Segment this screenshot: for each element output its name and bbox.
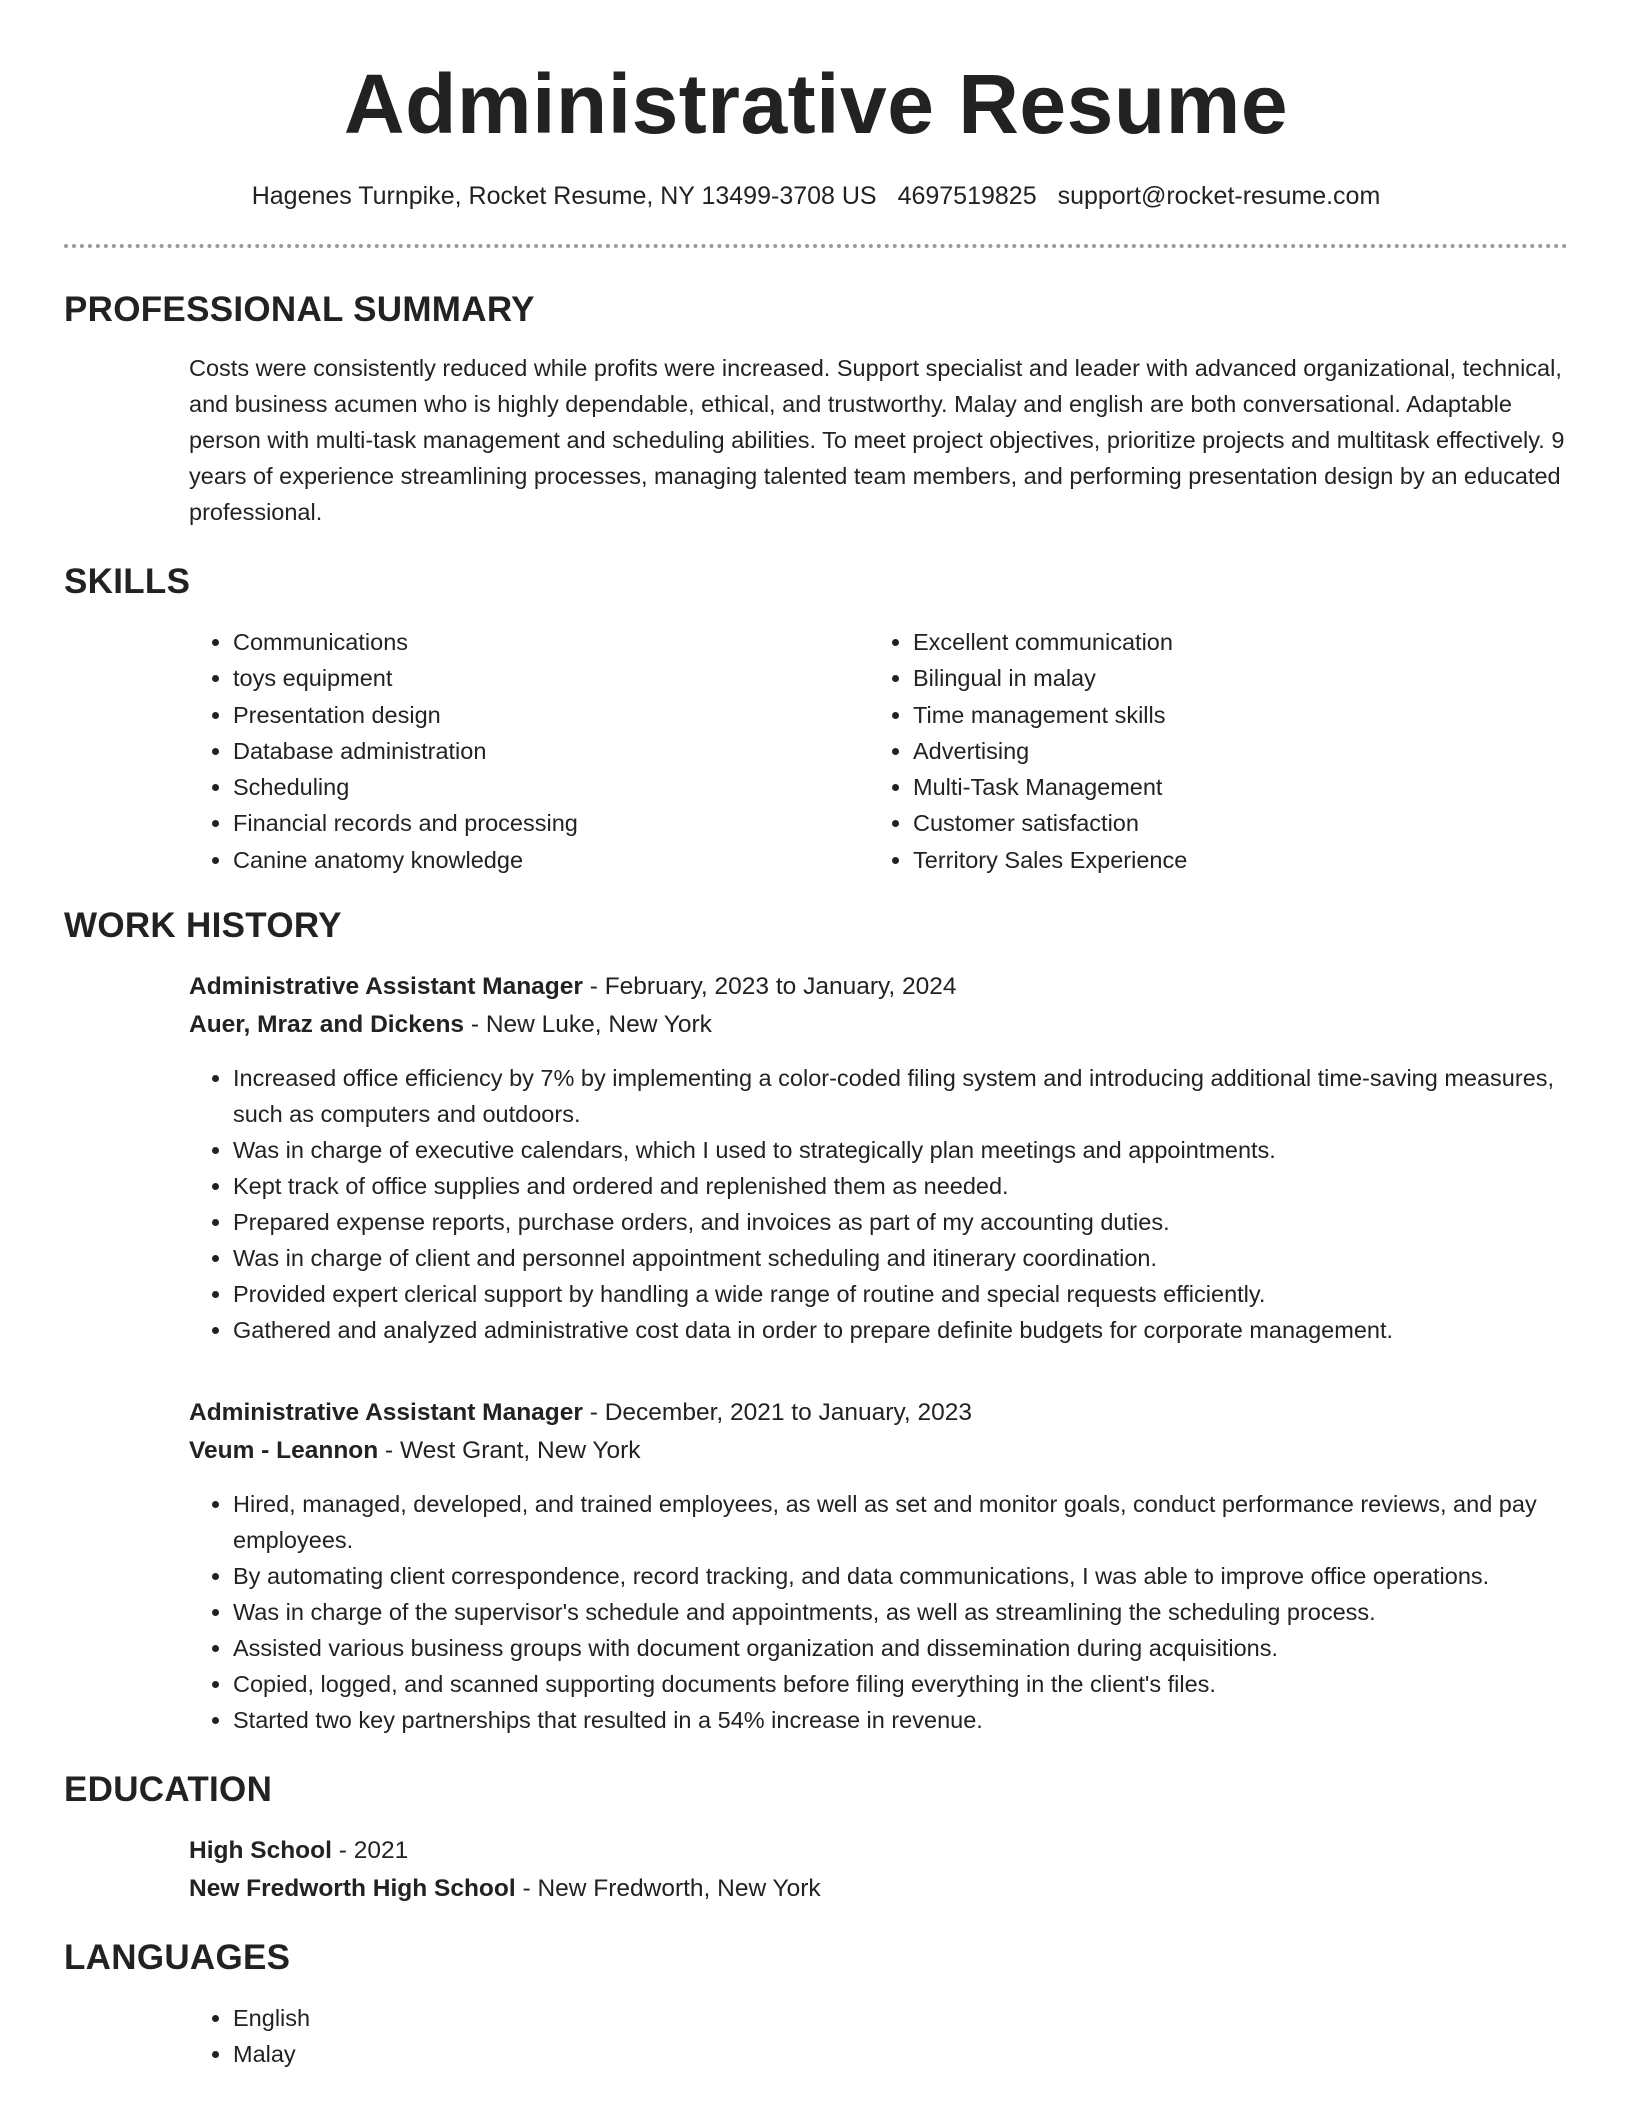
contact-phone: 4697519825 bbox=[897, 182, 1037, 210]
languages-list bbox=[189, 2000, 1568, 2072]
language-item: • Malay bbox=[233, 2036, 1568, 2072]
skill-item: • Database administration bbox=[233, 733, 869, 769]
job-entry bbox=[189, 968, 1568, 1348]
skills-section bbox=[64, 560, 1568, 878]
job-bullet: • Hired, managed, developed, and trained employees, as well as set and monitor goals, conduct performance reviews, and pay employees. bbox=[233, 1486, 1568, 1558]
skill-item: • Multi-Task Management bbox=[913, 769, 1549, 805]
skills-grid bbox=[189, 624, 1568, 878]
language-item: • English bbox=[233, 2000, 1568, 2036]
job-dates: - February, 2023 to January, 2024 bbox=[582, 973, 957, 1001]
summary-section bbox=[64, 288, 1568, 530]
skill-item: • Time management skills bbox=[913, 697, 1549, 733]
job-bullet: • Was in charge of the supervisor's schedule and appointments, as well as streamlining the scheduling process. bbox=[233, 1594, 1568, 1630]
education-section bbox=[64, 1768, 1568, 1908]
job-title: Administrative Assistant Manager bbox=[189, 973, 583, 1001]
job-bullet: • Started two key partnerships that resulted in a 54% increase in revenue. bbox=[233, 1702, 1568, 1738]
job-location: - New Luke, New York bbox=[464, 1011, 712, 1039]
job-bullet: • Kept track of office supplies and ordered and replenished them as needed. bbox=[233, 1168, 1568, 1204]
skills-column-right bbox=[869, 624, 1549, 878]
job-bullet: • Increased office efficiency by 7% by implementing a color-coded filing system and introducing additional time-saving measures, such as computers and outdoors. bbox=[233, 1060, 1568, 1132]
skill-item: • Bilingual in malay bbox=[913, 660, 1549, 696]
skill-item: • Financial records and processing bbox=[233, 805, 869, 841]
job-bullet: • Provided expert clerical support by handling a wide range of routine and special requests efficiently. bbox=[233, 1276, 1568, 1312]
job-bullet: • Prepared expense reports, purchase orders, and invoices as part of my accounting duties. bbox=[233, 1204, 1568, 1240]
job-dates: - December, 2021 to January, 2023 bbox=[582, 1399, 972, 1427]
contact-line bbox=[64, 180, 1568, 212]
skills-column-left bbox=[189, 624, 869, 878]
skill-item: • Communications bbox=[233, 624, 869, 660]
contact-email[interactable]: support@rocket-resume.com bbox=[1057, 182, 1381, 210]
skill-item: • Presentation design bbox=[233, 697, 869, 733]
education-entry bbox=[189, 1832, 1568, 1908]
header-divider bbox=[64, 244, 1568, 248]
summary-text: Costs were consistently reduced while profits were increased. Support specialist and leader with advanced organizational, technical, and business acumen who is highly dependable, ethical, and trustworthy. Malay and english are both conversational. Adaptable person with multi-task management and scheduling abilities. To meet project objectives, prioritize projects and multitask effectively. 9 years of experience streamlining processes, managing talented team members, and performing presentation design by an educated professional. bbox=[189, 355, 1565, 525]
job-bullet: • Assisted various business groups with document organization and dissemination during acquisitions. bbox=[233, 1630, 1568, 1666]
job-bullet: • Gathered and analyzed administrative cost data in order to prepare definite budgets for corporate management. bbox=[233, 1312, 1568, 1348]
job-company-line bbox=[189, 1006, 1568, 1044]
skill-item: • Canine anatomy knowledge bbox=[233, 842, 869, 878]
education-year: - 2021 bbox=[331, 1837, 409, 1865]
skills-list-left bbox=[189, 624, 869, 878]
education-heading: EDUCATION bbox=[64, 1770, 273, 1810]
contact-address: Hagenes Turnpike, Rocket Resume, NY 13499-3708 US bbox=[251, 182, 877, 210]
education-degree: High School bbox=[189, 1837, 332, 1865]
skill-item: • Excellent communication bbox=[913, 624, 1549, 660]
education-location: - New Fredworth, New York bbox=[515, 1875, 821, 1903]
work-history-heading: WORK HISTORY bbox=[64, 906, 342, 946]
job-company: Auer, Mraz and Dickens bbox=[189, 1011, 465, 1039]
job-bullet: • Was in charge of executive calendars, which I used to strategically plan meetings and appointments. bbox=[233, 1132, 1568, 1168]
skill-item: • Customer satisfaction bbox=[913, 805, 1549, 841]
job-bullets bbox=[189, 1060, 1568, 1348]
skill-item: • Territory Sales Experience bbox=[913, 842, 1549, 878]
work-history-section bbox=[64, 904, 1568, 1738]
resume-page bbox=[64, 0, 1568, 2072]
job-bullets bbox=[189, 1486, 1568, 1738]
skill-item: • toys equipment bbox=[233, 660, 869, 696]
resume-title: Administrative Resume bbox=[343, 57, 1289, 151]
skill-item: • Advertising bbox=[913, 733, 1549, 769]
education-school-line bbox=[189, 1870, 1568, 1908]
skills-heading: SKILLS bbox=[64, 562, 191, 601]
skills-list-right bbox=[869, 624, 1549, 878]
job-bullet: • Copied, logged, and scanned supporting documents before filing everything in the client's files. bbox=[233, 1666, 1568, 1702]
job-company-line bbox=[189, 1432, 1568, 1470]
summary-heading: PROFESSIONAL SUMMARY bbox=[64, 290, 535, 329]
languages-list-wrapper bbox=[189, 2000, 1568, 2072]
job-title: Administrative Assistant Manager bbox=[189, 1399, 583, 1427]
languages-section bbox=[64, 1936, 1568, 2072]
skill-item: • Scheduling bbox=[233, 769, 869, 805]
languages-heading: LANGUAGES bbox=[64, 1938, 291, 1978]
job-title-line bbox=[189, 1394, 1568, 1432]
job-title-line bbox=[189, 968, 1568, 1006]
education-school: New Fredworth High School bbox=[189, 1875, 516, 1903]
job-entry bbox=[189, 1394, 1568, 1738]
education-degree-line bbox=[189, 1832, 1568, 1870]
job-company: Veum - Leannon bbox=[189, 1437, 379, 1465]
job-location: - West Grant, New York bbox=[378, 1437, 641, 1465]
job-bullet: • Was in charge of client and personnel appointment scheduling and itinerary coordination. bbox=[233, 1240, 1568, 1276]
job-bullet: • By automating client correspondence, record tracking, and data communications, I was able to improve office operations. bbox=[233, 1558, 1568, 1594]
